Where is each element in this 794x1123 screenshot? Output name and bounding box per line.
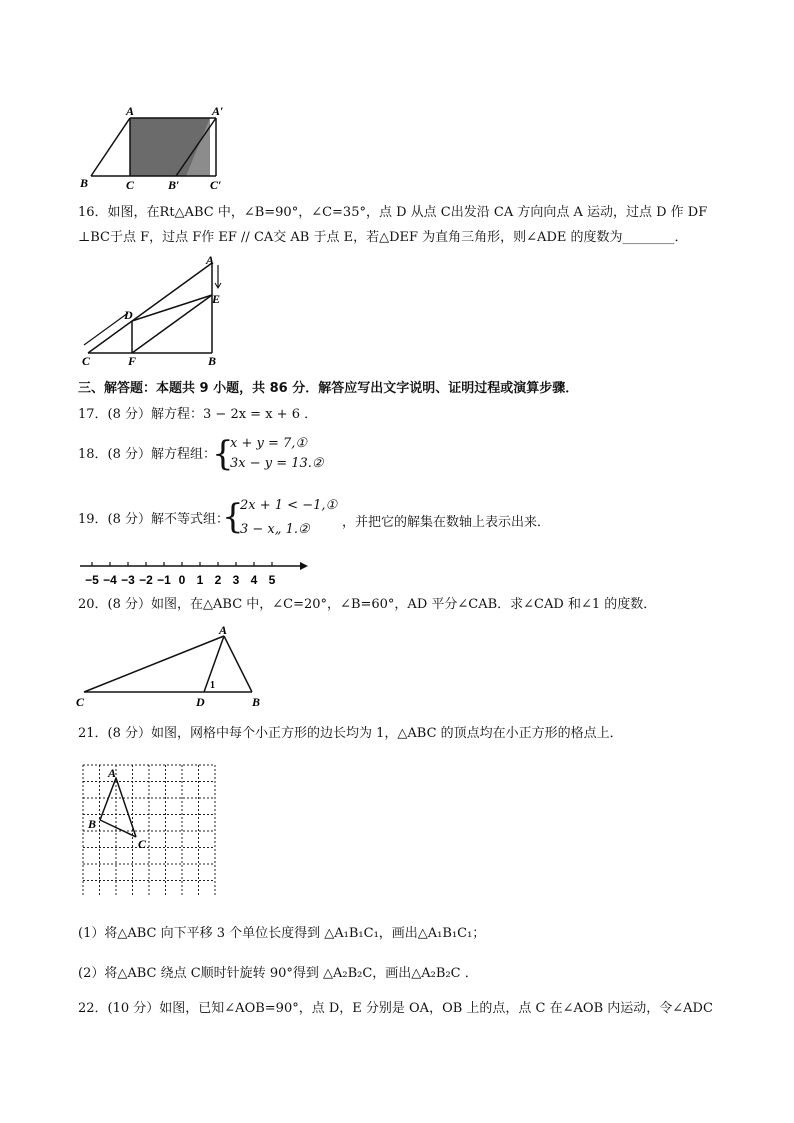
q19-prefix: 19．(8 分）解不等式组：: [78, 512, 230, 527]
q18-equations: [230, 434, 324, 474]
fig16-label-B: B: [208, 354, 217, 368]
number-line-tick-label: −5: [85, 573, 99, 587]
q19-eq2: 3 − x„ 1.②: [240, 522, 310, 537]
number-line-tick-label: 5: [268, 573, 276, 587]
q19-suffix: ，并把它的解集在数轴上表示出来．: [342, 515, 551, 530]
number-line-tick-label: 4: [250, 573, 258, 587]
fig15-label-C-prime: C′: [210, 178, 222, 192]
fig16-label-C: C: [82, 354, 91, 368]
fig16-label-A: A: [206, 255, 215, 267]
fig20-label-C: C: [76, 695, 85, 709]
q16-text-line2: ⊥BC于点 F，过点 F作 EF // CA交 AB 于点 E，若△DEF 为直角三角形，则∠ADE 的度数为________．: [78, 230, 688, 245]
q19-brace: {: [222, 497, 244, 537]
number-line-tick-label: 3: [232, 573, 240, 587]
q16-text-line1: 16．如图，在Rt△ABC 中，∠B=90°，∠C=35°，点 D 从点 C出发沿 CA 方向向点 A 运动，过点 D 作 DF: [78, 205, 708, 220]
number-line-tick-label: 0: [178, 573, 186, 587]
q18-brace: {: [212, 434, 234, 474]
q18-prefix: 18．(8 分）解方程组：: [78, 447, 217, 462]
fig16-label-D: D: [124, 308, 133, 322]
q19-inequalities: [240, 496, 337, 540]
fig16-label-E: E: [212, 292, 221, 306]
fig20-label-B: B: [252, 695, 261, 709]
number-line-tick-label: −1: [157, 573, 171, 587]
fig16-label-F: F: [128, 354, 137, 368]
number-line-tick-label: 2: [214, 573, 222, 587]
fig16-triangle-diagram: [78, 255, 238, 370]
fig15-label-C: C: [126, 178, 135, 192]
fig21-label-A: A: [108, 766, 117, 780]
number-line: [80, 558, 310, 592]
number-line-tick-label: −2: [139, 573, 153, 587]
q18-eq1: x + y = 7,①: [230, 436, 308, 451]
q18-eq2: 3x − y = 13.②: [230, 456, 324, 471]
fig15-translation-diagram: [76, 103, 246, 193]
fig15-label-A-prime: A′: [212, 104, 224, 118]
q21-part2: (2）将△ABC 绕点 C顺时针旋转 90°得到 △A₂B₂C，画出△A₂B₂C ．: [78, 966, 478, 981]
number-line-tick-label: 1: [196, 573, 204, 587]
fig21-grid-diagram: [80, 762, 230, 896]
number-line-tick-label: −4: [103, 573, 117, 587]
fig20-label-A: A: [219, 624, 228, 637]
q21-text: 21．(8 分）如图，网格中每个小正方形的边长均为 1，△ABC 的顶点均在小正方形的格点上．: [78, 726, 623, 741]
fig21-label-B: B: [88, 817, 97, 831]
number-line-tick-label: −3: [121, 573, 135, 587]
q20-text: 20．(8 分）如图，在△ABC 中，∠C=20°，∠B=60°，AD 平分∠CAB．求∠CAD 和∠1 的度数．: [78, 597, 657, 612]
section3-heading: 三、解答题：本题共 9 小题，共 86 分．解答应写出文字说明、证明过程或演算步骤．: [78, 381, 579, 396]
q17-text: 17．(8 分）解方程：3 − 2x = x + 6 ．: [78, 407, 318, 422]
q21-part1: (1）将△ABC 向下平移 3 个单位长度得到 △A₁B₁C₁，画出△A₁B₁C₁；: [78, 926, 486, 941]
fig15-label-A: A: [126, 104, 135, 118]
fig15-label-B: B: [80, 176, 89, 190]
q19-eq1: 2x + 1 < −1,①: [240, 498, 338, 513]
q22-text: 22．(10 分）如图，已知∠AOB=90°，点 D，E 分别是 OA，OB 上的点，点 C 在∠AOB 内运动，令∠ADC: [78, 1001, 713, 1016]
fig20-label-angle-1: 1: [210, 680, 215, 691]
fig20-label-D: D: [196, 695, 205, 709]
fig20-triangle-diagram: [74, 624, 274, 710]
fig21-label-C: C: [138, 837, 147, 851]
fig15-label-B-prime: B′: [168, 178, 180, 192]
